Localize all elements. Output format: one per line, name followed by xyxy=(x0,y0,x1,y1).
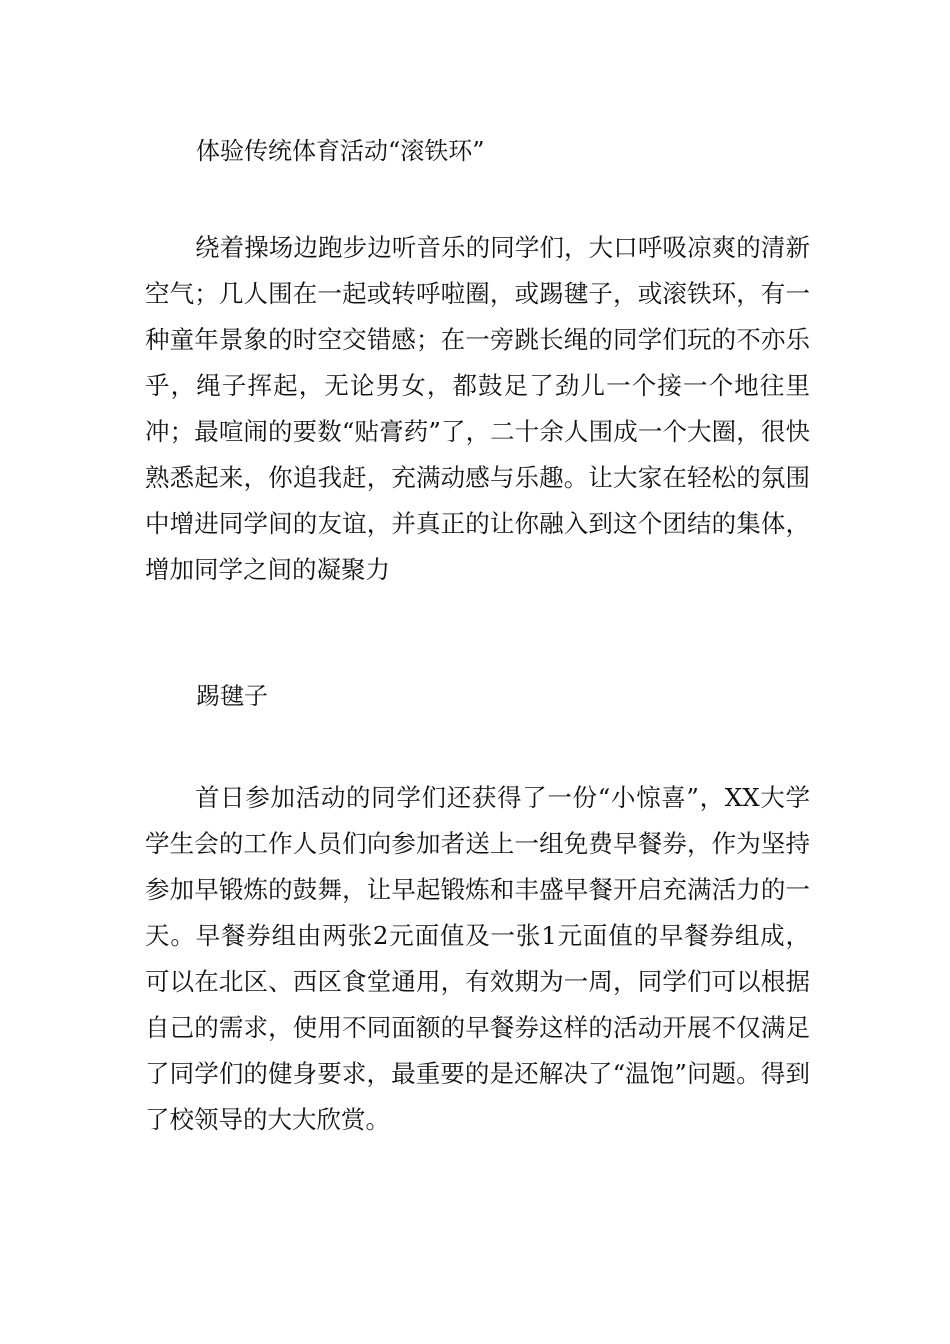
section-paragraph-breakfast-vouchers: 首日参加活动的同学们还获得了一份“小惊喜”，XX大学学生会的工作人员们向参加者送上一组免费早餐券，作为坚持参加早锻炼的鼓舞，让早起锻炼和丰盛早餐开启充满活力的一天。早餐券组由两张2元面值及一张1元面值的早餐券组成，可以在北区、西区食堂通用，有效期为一周，同学们可以根据自己的需求，使用不同面额的早餐券这样的活动开展不仅满足了同学们的健身要求，最重要的是还解决了“温饱”问题。得到了校领导的大大欣赏。 xyxy=(145,783,810,1134)
section-heading-rolling-hoop: 体验传统体育活动“滚铁环” xyxy=(196,137,485,165)
section-paragraph-activities: 绕着操场边跑步边听音乐的同学们，大口呼吸凉爽的清新空气；几人围在一起或转呼啦圈，或踢毽子，或滚铁环，有一种童年景象的时空交错感；在一旁跳长绳的同学们玩的不亦乐乎，绳子挥起，无论男女，都鼓足了劲儿一个接一个地往里冲；最喧闹的要数“贴膏药”了，二十余人围成一个大圈，很快熟悉起来，你追我赶，充满动感与乐趣。让大家在轻松的氛围中增进同学间的友谊，并真正的让你融入到这个团结的集体，增加同学之间的凝聚力 xyxy=(145,233,810,584)
section-heading-shuttlecock: 踢毽子 xyxy=(196,682,268,710)
